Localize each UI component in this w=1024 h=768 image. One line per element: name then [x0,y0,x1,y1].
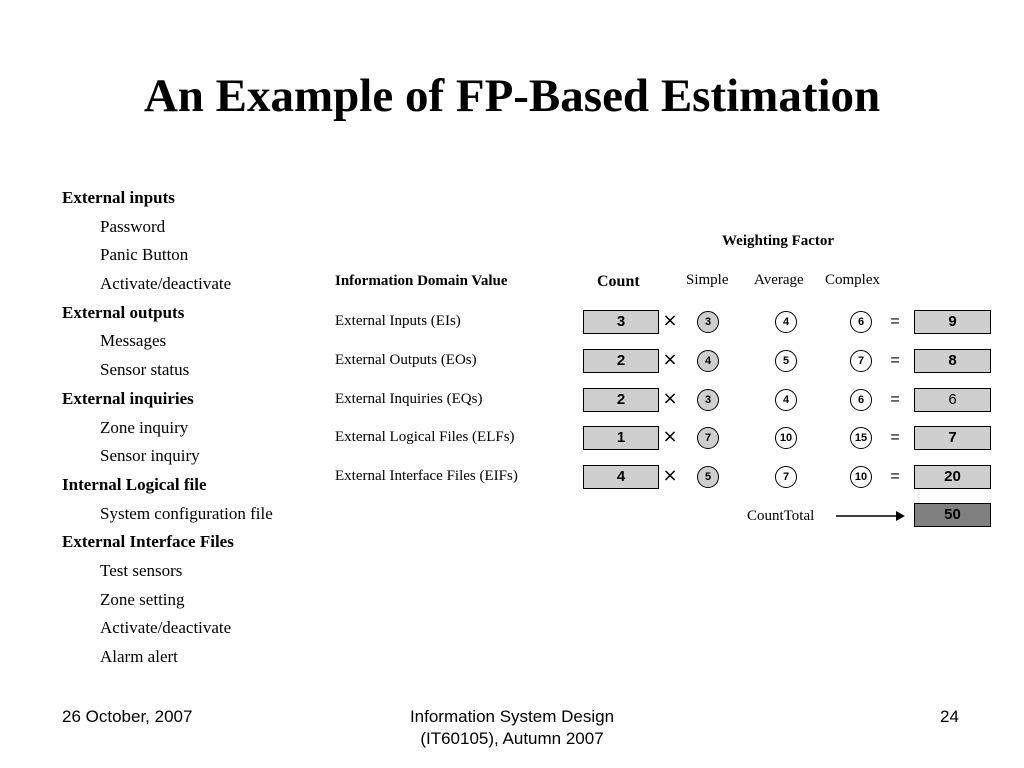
result-box: 6 [914,388,991,412]
count-box: 4 [583,465,659,489]
multiply-icon: × [662,465,678,486]
footer-course [362,706,662,750]
weight-complex-circle: 7 [850,350,872,372]
result-box: 9 [914,310,991,334]
list-item: System configuration file [100,503,273,523]
complex-header: Complex [825,272,880,288]
weight-average-circle: 7 [775,466,797,488]
average-header: Average [754,272,804,288]
footer-page-number: 24 [940,707,959,726]
weight-simple-circle: 4 [697,350,719,372]
weighting-factor-header: Weighting Factor [722,233,835,249]
result-box: 8 [914,349,991,373]
weight-simple-circle: 7 [697,427,719,449]
multiply-icon: × [662,388,678,409]
category-heading: External Interface Files [62,532,234,552]
weight-average-circle: 4 [775,311,797,333]
weight-simple-circle: 5 [697,466,719,488]
simple-header: Simple [686,272,729,288]
equals-sign: = [890,468,900,485]
result-box: 20 [914,465,991,489]
list-item: Test sensors [100,560,183,580]
weight-complex-circle: 6 [850,311,872,333]
category-heading: External outputs [62,302,185,322]
row-label: External Inputs (EIs) [335,313,461,329]
weight-average-circle: 4 [775,389,797,411]
list-item: Messages [100,331,167,351]
slide-title: An Example of FP-Based Estimation [143,70,881,122]
count-box: 3 [583,310,659,334]
equals-sign: = [890,352,900,369]
function-list [62,184,322,672]
footer-course-line1: Information System Design [409,707,615,726]
list-item: Zone inquiry [100,417,189,437]
list-item: Sensor status [100,360,190,380]
weight-complex-circle: 6 [850,389,872,411]
count-header: Count [597,273,640,290]
weight-simple-circle: 3 [697,389,719,411]
arrow-right-icon [836,508,906,524]
equals-sign: = [890,429,900,446]
list-item: Activate/deactivate [100,274,232,294]
category-heading: External inquiries [62,388,194,408]
equals-sign: = [890,391,900,408]
multiply-icon: × [662,426,678,447]
list-item: Activate/deactivate [100,618,232,638]
weight-average-circle: 5 [775,350,797,372]
footer-course-line2: (IT60105), Autumn 2007 [420,729,604,748]
count-box: 2 [583,388,659,412]
list-item: Panic Button [100,245,189,265]
row-label: External Interface Files (EIFs) [335,468,518,484]
equals-sign: = [890,313,900,330]
list-item: Sensor inquiry [100,446,200,466]
weight-complex-circle: 10 [850,466,872,488]
count-total-label: CountTotal [747,508,815,524]
multiply-icon: × [662,349,678,370]
multiply-icon: × [662,310,678,331]
list-item: Password [100,216,166,236]
domain-value-header: Information Domain Value [335,273,508,289]
weight-average-circle: 10 [775,427,797,449]
row-label: External Logical Files (ELFs) [335,429,515,445]
count-box: 1 [583,426,659,450]
footer-date: 26 October, 2007 [62,707,193,726]
category-heading: External inputs [62,188,175,207]
count-box: 2 [583,349,659,373]
category-heading: Internal Logical file [62,474,207,494]
result-box: 7 [914,426,991,450]
list-item: Alarm alert [100,647,178,666]
row-label: External Inquiries (EQs) [335,391,483,407]
count-total-box: 50 [914,503,991,527]
weight-complex-circle: 15 [850,427,872,449]
weight-simple-circle: 3 [697,311,719,333]
list-item: Zone setting [100,589,185,609]
row-label: External Outputs (EOs) [335,352,477,368]
